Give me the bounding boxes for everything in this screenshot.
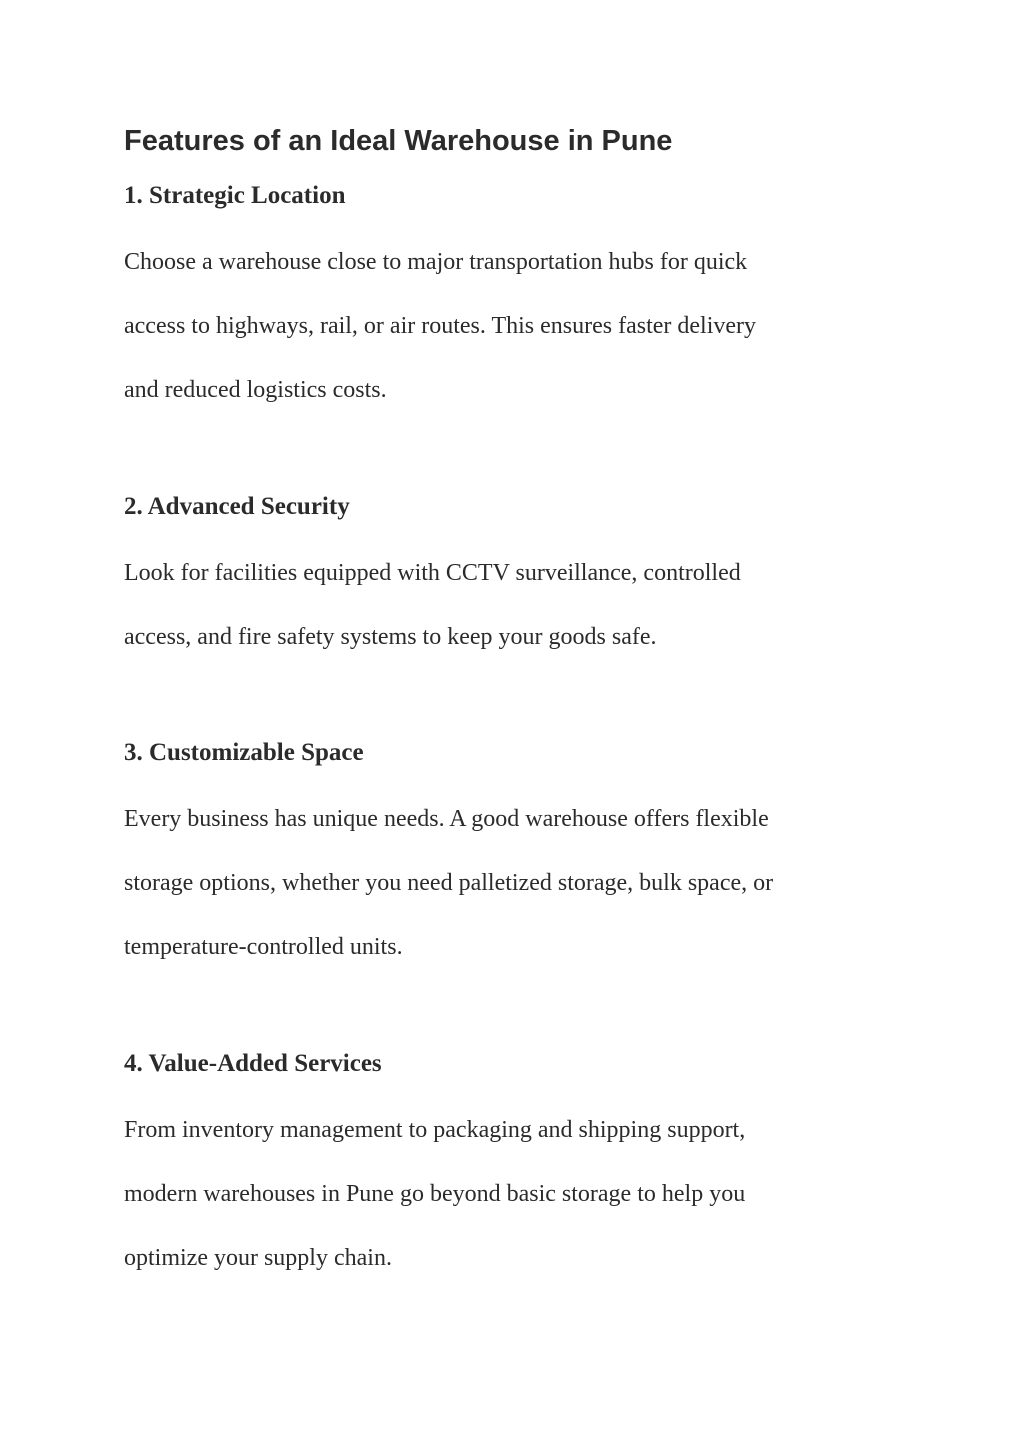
paragraph-line: Look for facilities equipped with CCTV surveillance, controlled: [124, 560, 741, 586]
section-advanced-security: [124, 491, 741, 669]
paragraph-line: modern warehouses in Pune go beyond basic storage to help you: [124, 1181, 746, 1207]
section-paragraph: [124, 541, 741, 669]
section-paragraph: [124, 1098, 745, 1290]
paragraph-line: storage options, whether you need palletized storage, bulk space, or: [124, 870, 774, 896]
paragraph-line: access to highways, rail, or air routes. This ensures faster delivery: [124, 313, 757, 339]
section-heading: 3. Customizable Space: [124, 739, 364, 766]
section-heading: 4. Value-Added Services: [124, 1050, 382, 1077]
paragraph-line: optimize your supply chain.: [124, 1245, 392, 1271]
section-strategic-location: [124, 180, 756, 422]
paragraph-line: temperature-controlled units.: [124, 934, 403, 960]
paragraph-line: Choose a warehouse close to major transportation hubs for quick: [124, 249, 748, 275]
paragraph-line: From inventory management to packaging and shipping support,: [124, 1117, 746, 1143]
section-paragraph: [124, 230, 756, 422]
section-paragraph: [124, 787, 773, 979]
section-value-added-services: [124, 1048, 745, 1290]
section-heading: 1. Strategic Location: [124, 182, 346, 209]
document-content: [124, 120, 914, 1271]
paragraph-line: and reduced logistics costs.: [124, 377, 387, 403]
paragraph-line: access, and fire safety systems to keep your goods safe.: [124, 624, 657, 650]
paragraph-line: Every business has unique needs. A good warehouse offers flexible: [124, 806, 769, 832]
section-heading: 2. Advanced Security: [124, 493, 350, 520]
section-customizable-space: [124, 737, 773, 979]
page-title: Features of an Ideal Warehouse in Pune: [124, 125, 673, 157]
